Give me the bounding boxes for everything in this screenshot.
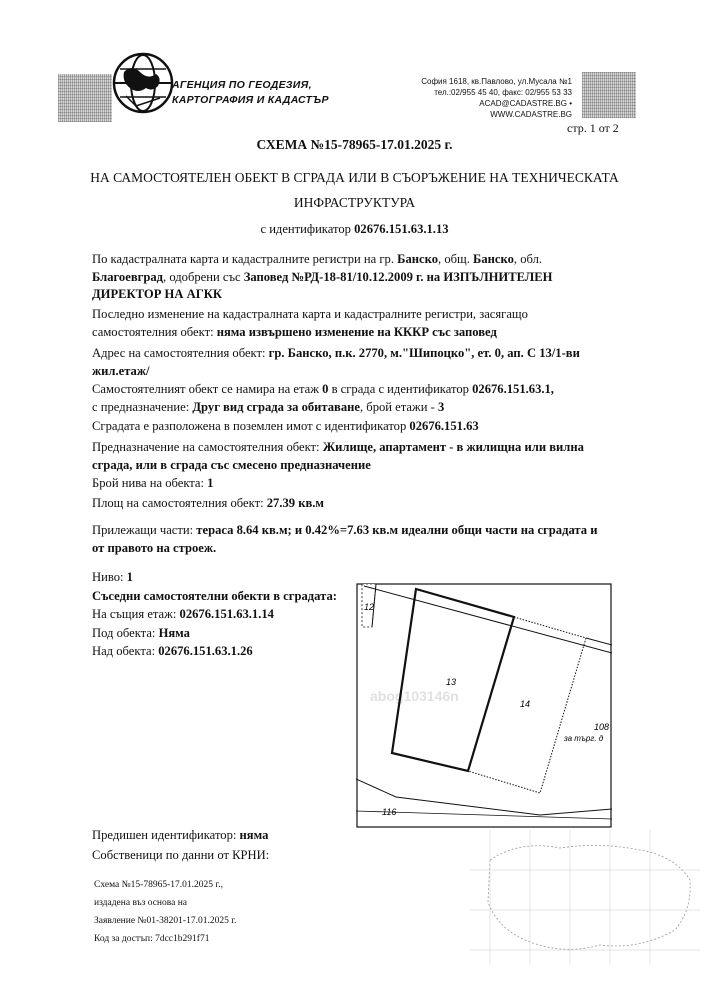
object-levels [92, 475, 652, 493]
parcel-value: 02676.151.63 [409, 419, 479, 433]
object-purpose [92, 439, 652, 474]
agency-name-line1: АГЕНЦИЯ ПО ГЕОДЕЗИЯ, [172, 79, 312, 91]
neighbors-above-label: Над обекта: [92, 644, 156, 658]
schema-title: СХЕМА №15-78965-17.01.2025 г. [256, 137, 453, 152]
map-label-commercial: за търг. д [564, 734, 604, 743]
object-address [92, 345, 652, 380]
agency-name [172, 78, 329, 108]
neighbors-same-floor [92, 605, 362, 624]
page-number: стр. 1 от 2 [567, 121, 619, 135]
neighbors [92, 568, 362, 661]
agency-name-line2: КАРТОГРАФИЯ И КАДАСТЪР [172, 94, 329, 106]
adjacent-value2: от правото на строеж. [92, 540, 217, 555]
footer-line4 [94, 930, 236, 948]
location-mid: в сграда с идентификатор [331, 382, 469, 396]
footer-info [94, 876, 236, 948]
area-value: 27.39 кв.м [266, 496, 325, 510]
agency-logo [112, 52, 174, 114]
map-label-12: 12 [364, 602, 375, 612]
neighbors-level-label: Ниво: [92, 570, 124, 584]
adjacent-parts [92, 522, 652, 557]
neighbors-above [92, 642, 362, 661]
last-change-line1: Последно изменение на кадастралната карта и кадастралните регистри, засягащо [92, 307, 528, 321]
neighbors-below-label: Под обекта: [92, 625, 156, 640]
map-label-108: 108 [594, 722, 610, 732]
access-code-value: 7dcc1b291f71 [155, 934, 210, 944]
map-source-mid3: , одобрени със [163, 269, 241, 284]
location-prefix: Самостоятелният обект се намира на етаж [92, 382, 319, 396]
address-line1 [92, 345, 652, 363]
map-source-prefix: По кадастралната карта и кадастралните регистри на гр. [92, 252, 394, 266]
neighbors-same-label: На същия етаж: [92, 607, 177, 621]
levels-prefix: Брой нива на обекта: [92, 476, 205, 490]
area-prefix: Площ на самостоятелния обект: [92, 496, 264, 510]
map-source-region: Благоевград [92, 269, 164, 284]
location-floor: 0 [322, 382, 329, 396]
schema-subtitle [60, 165, 649, 215]
address-line2 [92, 363, 652, 381]
parcel-prefix: Сградата е разположена в поземлен имот с идентификатор [92, 419, 407, 433]
neighbors-heading-text: Съседни самостоятелни обекти в сградата: [92, 588, 337, 603]
map-watermark: abog103146n [370, 688, 459, 704]
address-value1: гр. Банско, п.к. 2770, м."Шипоцко", ет. 0, ап. С 13/1-ви [268, 346, 580, 360]
map-label-14: 14 [520, 699, 531, 709]
purpose-line2 [92, 457, 652, 475]
neighbors-below-value: Няма [158, 625, 190, 640]
map-source-town: Банско [397, 252, 439, 266]
access-code-label: Код за достъп: [94, 934, 153, 944]
map-source [92, 251, 652, 304]
schema-subtitle-line2: ИНФРАСТРУКТУРА [293, 195, 416, 210]
neighbors-heading [92, 587, 362, 606]
purpose-value2: сграда, или в сграда със смесено предназначение [92, 457, 371, 472]
owners [92, 847, 652, 865]
owners-label: Собственици по данни от КРНИ: [92, 848, 270, 862]
prev-id-value: няма [239, 828, 269, 842]
neighbors-level-value: 1 [126, 570, 133, 584]
scan-noise-left [58, 74, 112, 122]
neighbors-same-value: 02676.151.63.1.14 [179, 607, 274, 621]
footer-line3: Заявление №01-38201-17.01.2025 г. [94, 916, 237, 926]
adjacent-line2 [92, 540, 652, 558]
map-source-order: Заповед №РД-18-81/10.12.2009 г. на ИЗПЪЛНИТЕЛЕН [243, 269, 553, 284]
last-change-value: няма извършено изменение на КККР със заповед [216, 324, 497, 339]
map-source-director: ДИРЕКТОР НА АГКК [92, 287, 222, 301]
address-value2: жил.етаж/ [92, 363, 150, 378]
parcel [92, 418, 652, 436]
identifier-value: 02676.151.63.1.13 [354, 222, 449, 236]
last-change [92, 306, 652, 341]
map-source-mid1: , общ. [438, 252, 470, 266]
address-prefix: Адрес на самостоятелния обект: [92, 346, 266, 360]
scan-noise-right [582, 72, 636, 118]
adjacent-value1: тераса 8.64 кв.м; и 0.42%=7.63 кв.м идеални общи части на сградата и [196, 523, 598, 537]
agency-phones: тел.:02/955 45 40, факс: 02/955 53 33 [434, 88, 572, 97]
neighbors-below [92, 624, 362, 643]
purpose-value1: Жилище, апартамент - в жилищна или вилна [322, 440, 584, 454]
object-location [92, 381, 652, 416]
cadastral-schema-map [356, 583, 612, 828]
purpose-line1 [92, 439, 652, 457]
location-floors: 3 [437, 399, 445, 414]
object-area [92, 495, 652, 513]
location-purpose: Друг вид сграда за обитаване [192, 399, 360, 414]
location-line2 [92, 399, 652, 417]
location-floors-prefix: , брой етажи - [360, 399, 435, 414]
previous-identifier [92, 827, 652, 845]
agency-address: София 1618, кв.Павлово, ул.Мусала №1 [421, 77, 572, 86]
map-source-line2 [92, 269, 652, 287]
footer-line2: издадена въз основа на [94, 898, 188, 908]
last-change-prefix: самостоятелния обект: [92, 324, 214, 339]
location-line1 [92, 381, 652, 399]
location-purpose-prefix: с предназначение: [92, 399, 190, 414]
prev-id-label: Предишен идентификатор: [92, 828, 237, 842]
last-change-line2 [92, 324, 652, 342]
adjacent-line1 [92, 522, 652, 540]
map-source-mid2: , обл. [513, 252, 543, 266]
footer-line1: Схема №15-78965-17.01.2025 г., [94, 880, 223, 890]
object-identifier [0, 222, 709, 237]
identifier-label: с идентификатор [260, 222, 351, 236]
adjacent-prefix: Прилежащи части: [92, 523, 194, 537]
levels-value: 1 [207, 476, 214, 490]
schema-subtitle-line1: НА САМОСТОЯТЕЛЕН ОБЕКТ В СГРАДА ИЛИ В СЪОРЪЖЕНИЕ НА ТЕХНИЧЕСКАТА [90, 170, 619, 185]
map-label-13: 13 [446, 677, 457, 687]
map-source-municipality: Банско [473, 252, 514, 266]
map-label-116: 116 [382, 807, 397, 817]
neighbors-above-value: 02676.151.63.1.26 [158, 644, 253, 658]
location-building-id: 02676.151.63.1, [472, 382, 554, 396]
map-source-line3 [92, 286, 652, 304]
neighbors-level [92, 568, 362, 587]
agency-web: ACAD@CADASTRE.BG • WWW.CADASTRE.BG [479, 99, 572, 119]
purpose-prefix: Предназначение на самостоятелния обект: [92, 440, 320, 454]
agency-contact [398, 76, 572, 120]
map-source-line1 [92, 251, 652, 269]
